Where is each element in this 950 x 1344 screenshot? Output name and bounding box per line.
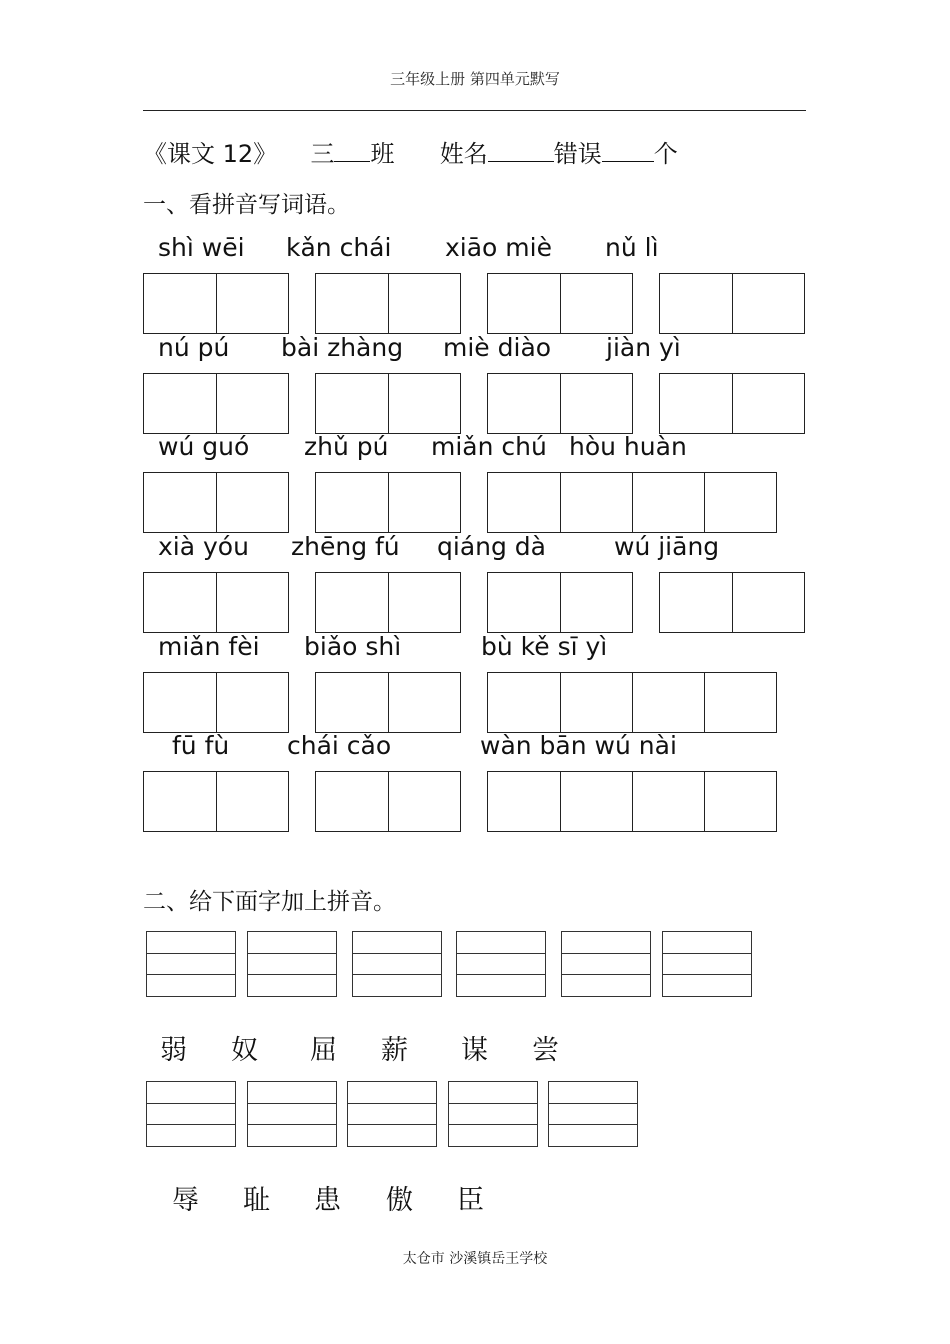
- writing-grid[interactable]: [315, 273, 461, 334]
- character: 患: [314, 1185, 341, 1216]
- page-header: 三年级上册 第四单元默写: [390, 70, 560, 88]
- writing-grid[interactable]: [659, 273, 805, 334]
- character: 臣: [457, 1185, 484, 1216]
- writing-grid[interactable]: [659, 373, 805, 434]
- writing-grid[interactable]: [143, 373, 289, 434]
- pinyin-label: miǎn chú: [431, 432, 547, 461]
- writing-grid[interactable]: [487, 771, 777, 832]
- class-label: 班: [370, 140, 395, 168]
- pinyin-label: nǔ lì: [605, 233, 659, 262]
- writing-grid[interactable]: [143, 771, 289, 832]
- writing-grid[interactable]: [315, 373, 461, 434]
- lesson-label: 《课文 12》: [143, 140, 278, 168]
- class-blank[interactable]: [334, 139, 370, 162]
- page-footer: 太仓市 沙溪镇岳王学校: [402, 1251, 548, 1267]
- student-info-line: [143, 134, 678, 169]
- pinyin-writing-box[interactable]: [561, 931, 651, 997]
- pinyin-label: miè diào: [443, 333, 552, 362]
- writing-grid[interactable]: [487, 572, 633, 633]
- character: 尝: [532, 1035, 559, 1066]
- writing-grid[interactable]: [315, 771, 461, 832]
- pinyin-label: wú jiāng: [614, 532, 720, 561]
- pinyin-label: shì wēi: [158, 233, 245, 262]
- pinyin-writing-box[interactable]: [146, 1081, 236, 1147]
- count-label: 个: [653, 140, 678, 168]
- pinyin-label: xiāo miè: [445, 233, 552, 262]
- name-blank[interactable]: [488, 139, 554, 162]
- section2-title: 二、给下面字加上拼音。: [143, 889, 396, 915]
- header-divider: [143, 110, 806, 111]
- pinyin-writing-box[interactable]: [352, 931, 442, 997]
- writing-grid[interactable]: [487, 472, 777, 533]
- writing-grid[interactable]: [143, 572, 289, 633]
- character: 屈: [310, 1035, 337, 1066]
- grade-label: 三: [310, 140, 335, 168]
- pinyin-label: zhǔ pú: [304, 432, 389, 461]
- pinyin-writing-box[interactable]: [548, 1081, 638, 1147]
- pinyin-label: kǎn chái: [286, 233, 392, 262]
- pinyin-writing-box[interactable]: [247, 931, 337, 997]
- character: 傲: [386, 1185, 413, 1216]
- pinyin-writing-box[interactable]: [247, 1081, 337, 1147]
- pinyin-writing-box[interactable]: [347, 1081, 437, 1147]
- pinyin-label: biǎo shì: [304, 632, 402, 661]
- character: 弱: [160, 1035, 187, 1066]
- pinyin-label: fū fù: [172, 731, 230, 760]
- writing-grid[interactable]: [659, 572, 805, 633]
- pinyin-label: wàn bān wú nài: [480, 731, 677, 760]
- pinyin-writing-box[interactable]: [456, 931, 546, 997]
- writing-grid[interactable]: [487, 273, 633, 334]
- writing-grid[interactable]: [143, 672, 289, 733]
- name-label: 姓名: [439, 140, 488, 168]
- error-count-blank[interactable]: [602, 139, 654, 162]
- character: 谋: [461, 1035, 488, 1066]
- pinyin-label: bài zhàng: [281, 333, 404, 362]
- pinyin-writing-box[interactable]: [662, 931, 752, 997]
- character: 耻: [243, 1185, 270, 1216]
- pinyin-label: xià yóu: [158, 532, 249, 561]
- writing-grid[interactable]: [487, 672, 777, 733]
- writing-grid[interactable]: [315, 472, 461, 533]
- pinyin-label: nú pú: [158, 333, 230, 362]
- pinyin-label: chái cǎo: [287, 731, 392, 760]
- character: 奴: [231, 1035, 258, 1066]
- pinyin-label: wú guó: [158, 432, 250, 461]
- pinyin-label: jiàn yì: [606, 333, 681, 362]
- character: 辱: [172, 1185, 199, 1216]
- pinyin-writing-box[interactable]: [146, 931, 236, 997]
- writing-grid[interactable]: [143, 273, 289, 334]
- writing-grid[interactable]: [315, 672, 461, 733]
- writing-grid[interactable]: [487, 373, 633, 434]
- writing-grid[interactable]: [143, 472, 289, 533]
- pinyin-label: zhēng fú: [291, 532, 400, 561]
- character: 薪: [381, 1035, 408, 1066]
- error-label: 错误: [553, 140, 602, 168]
- section1-title: 一、看拼音写词语。: [143, 192, 350, 218]
- pinyin-label: bù kě sī yì: [481, 632, 608, 661]
- pinyin-writing-box[interactable]: [448, 1081, 538, 1147]
- writing-grid[interactable]: [315, 572, 461, 633]
- pinyin-label: miǎn fèi: [158, 632, 260, 661]
- pinyin-label: qiáng dà: [437, 532, 546, 561]
- pinyin-label: hòu huàn: [569, 432, 687, 461]
